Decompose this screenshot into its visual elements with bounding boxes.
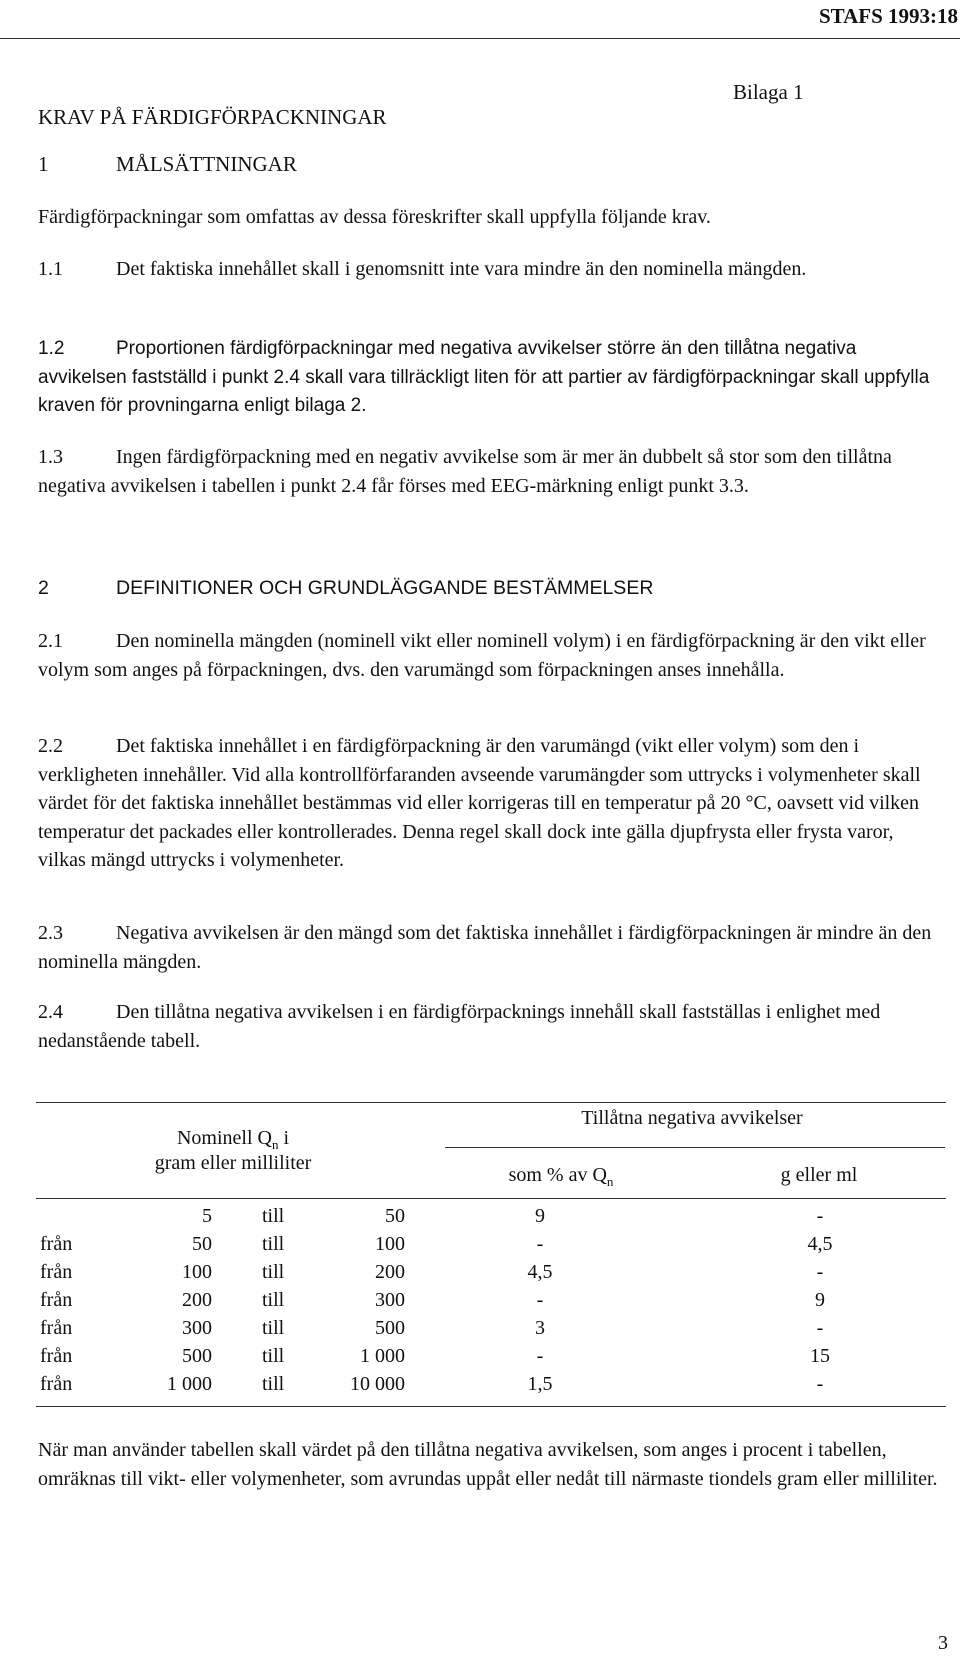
table-top-rule [36, 1102, 946, 1103]
cell-from-value: 100 [182, 1261, 212, 1283]
cell-from-value: 50 [192, 1233, 212, 1255]
clause-1-1 [38, 255, 943, 284]
section-number: 1 [38, 152, 49, 176]
cell-grams: - [816, 1205, 824, 1227]
clause-text: Den tillåtna negativa avvikelsen i en färdigförpacknings innehåll skall fastställas i enlighet med nedanstående tabell. [38, 1001, 881, 1052]
cell-to-value: 500 [375, 1317, 405, 1339]
cell-from-word: från [40, 1233, 73, 1255]
clause-text: Det faktiska innehållet skall i genomsnitt inte vara mindre än den nominella mängden. [116, 258, 807, 280]
header-percent-of-qn: som % av $Q_n$ [508, 1164, 614, 1189]
cell-from-value: 1 000 [167, 1373, 212, 1395]
cell-percent: 1,5 [527, 1373, 553, 1395]
page-number: 3 [938, 1632, 948, 1654]
cell-till-word: till [262, 1289, 285, 1311]
clause-1-2 [38, 335, 943, 421]
clause-text: Ingen färdigförpackning med en negativ avvikelse som är mer än dubbelt så stor som den tillåtna negativa avvikelsen i tabellen i punkt 2.4 får förses med EEG-märkning enligt punkt 3.3. [38, 446, 892, 497]
section-1-heading [38, 152, 297, 177]
cell-to-value: 50 [385, 1205, 405, 1227]
cell-to-value: 10 000 [350, 1373, 405, 1395]
cell-to-value: 1 000 [360, 1345, 405, 1367]
clause-number: 2.1 [38, 630, 63, 652]
clause-2-1 [38, 627, 943, 684]
header-allowed-deviations: Tillåtna negativa avvikelser [581, 1107, 803, 1129]
clause-number: 2.3 [38, 922, 63, 944]
cell-till-word: till [262, 1317, 285, 1339]
cell-till-word: till [262, 1233, 285, 1255]
clause-text: Negativa avvikelsen är den mängd som det faktiska innehållet i färdigförpackningen är mindre än den nominella mängden. [38, 922, 932, 973]
cell-percent: 9 [535, 1205, 545, 1227]
clause-number: 1.2 [38, 338, 65, 359]
cell-till-word: till [262, 1261, 285, 1283]
annex-label: Bilaga 1 [733, 80, 804, 104]
cell-grams: 9 [815, 1289, 825, 1311]
cell-grams: - [816, 1373, 824, 1395]
cell-till-word: till [262, 1345, 285, 1367]
section-title: DEFINITIONER OCH GRUNDLÄGGANDE BESTÄMMELSER [116, 577, 654, 599]
header-g-or-ml: g eller ml [780, 1164, 858, 1186]
cell-grams: - [816, 1261, 824, 1283]
cell-grams: - [816, 1317, 824, 1339]
cell-percent: 4,5 [527, 1261, 553, 1283]
header-nominal-qn: Nominell $Q_n$ i [176, 1127, 290, 1152]
group-header-rule [445, 1147, 945, 1148]
cell-from-value: 500 [182, 1345, 212, 1367]
clause-text: Det faktiska innehållet i en färdigförpackning är den varumängd (vikt eller volym) som den i verkligheten innehåller. Vid alla kontrollförfaranden avseende varumängder som uttrycks i volymenheter skall värdet för det faktiska innehållet bestämmas vid eller korrigeras till en temperatur på 20 °C, oavsett vid vilken temperatur det packades eller kontrollerades. Denna regel skall dock inte gälla djupfrysta eller frysta varor, vilkas mängd uttrycks i volymenheter. [38, 735, 921, 871]
cell-grams: 15 [810, 1345, 830, 1367]
page-header [0, 0, 960, 40]
document-reference: STAFS 1993:18 [818, 4, 958, 28]
cell-from-value: 300 [182, 1317, 212, 1339]
section-title: MÅLSÄTTNINGAR [116, 152, 297, 176]
cell-from-word: från [40, 1373, 73, 1395]
section-2-heading [38, 577, 653, 600]
clause-2-4 [38, 998, 943, 1055]
cell-from-value: 200 [182, 1289, 212, 1311]
cell-from-word: från [40, 1289, 73, 1311]
table-footnote: När man använder tabellen skall värdet på den tillåtna negativa avvikelsen, som anges i procent i tabellen, omräknas till vikt- eller volymenheter, som avrundas uppåt eller nedåt till närmaste tiondels gram eller milliliter. [38, 1439, 938, 1490]
document-title: KRAV PÅ FÄRDIGFÖRPACKNINGAR [38, 105, 387, 129]
cell-percent: - [536, 1345, 544, 1367]
cell-from-word: från [40, 1317, 73, 1339]
section-1-intro: Färdigförpackningar som omfattas av dessa föreskrifter skall uppfylla följande krav. [38, 206, 711, 228]
cell-till-word: till [262, 1373, 285, 1395]
cell-till-word: till [262, 1205, 285, 1227]
table-header-rule [36, 1198, 946, 1199]
cell-to-value: 200 [375, 1261, 405, 1283]
clause-number: 2.4 [38, 1001, 63, 1023]
clause-2-3 [38, 919, 943, 976]
table-bottom-rule [36, 1406, 946, 1407]
section-number: 2 [38, 577, 49, 599]
clause-1-3 [38, 443, 943, 500]
header-rule [0, 38, 960, 39]
header-gram-milliliter: gram eller milliliter [154, 1152, 312, 1174]
clause-number: 1.1 [38, 258, 63, 280]
cell-from-word: från [40, 1345, 73, 1367]
cell-from-value: 5 [202, 1205, 212, 1227]
cell-percent: - [536, 1233, 544, 1255]
cell-to-value: 100 [375, 1233, 405, 1255]
clause-2-2 [38, 732, 943, 875]
clause-number: 1.3 [38, 446, 63, 468]
cell-to-value: 300 [375, 1289, 405, 1311]
clause-text: Proportionen färdigförpackningar med negativa avvikelser större än den tillåtna negativa avvikelsen fastställd i punkt 2.4 skall vara tillräckligt liten för att partier av färdigförpackningar skall uppfylla kraven för provningarna enligt bilaga 2. [38, 338, 930, 416]
cell-from-word: från [40, 1261, 73, 1283]
clause-number: 2.2 [38, 735, 63, 757]
cell-grams: 4,5 [807, 1233, 833, 1255]
cell-percent: - [536, 1289, 544, 1311]
cell-percent: 3 [535, 1317, 545, 1339]
clause-text: Den nominella mängden (nominell vikt eller nominell volym) i en färdigförpackning är den vikt eller volym som anges på förpackningen, dvs. den varumängd som förpackningen anses innehålla. [38, 630, 926, 681]
